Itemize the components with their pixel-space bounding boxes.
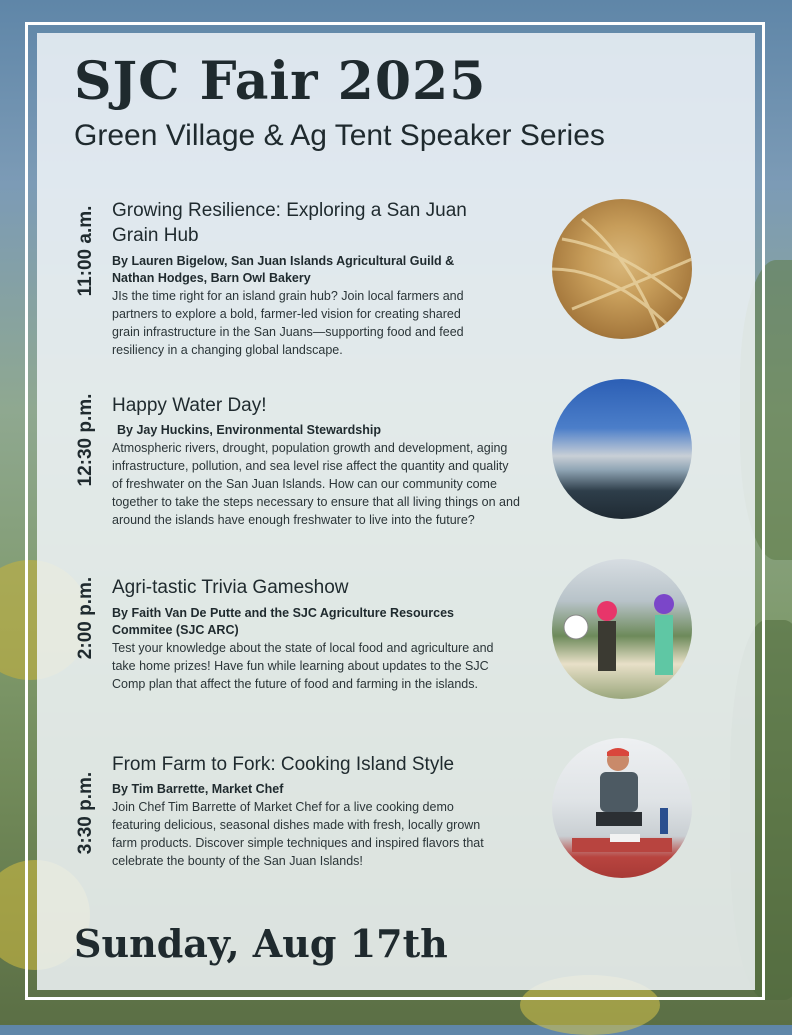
session-title: From Farm to Fork: Cooking Island Style <box>112 754 455 775</box>
session-block <box>112 752 492 870</box>
session-description: Test your knowledge about the state of local food and agriculture and take home prizes! Have fun while learning about updates to the SJC Comp plan that affect the future of food and farming in the islands. <box>112 641 494 691</box>
gameshow-photo <box>552 559 692 699</box>
chef-photo <box>552 738 692 878</box>
session-block <box>112 575 512 693</box>
session-block <box>112 198 492 359</box>
chef-illustration <box>552 738 692 878</box>
session-speaker: By Tim Barrette, Market Chef <box>112 782 284 796</box>
session-block <box>112 393 522 529</box>
session-speaker: By Jay Huckins, Environmental Stewardship <box>117 423 381 437</box>
session-description: Join Chef Tim Barrette of Market Chef for a live cooking demo featuring delicious, seasonal dishes made with fresh, locally grown farm products. Discover simple techniques and inspired flavors that celebrate the bounty of the San Juan Islands! <box>112 800 484 868</box>
shoreline-photo <box>552 379 692 519</box>
event-date: Sunday, Aug 17th <box>74 921 448 966</box>
wheat-photo <box>552 199 692 339</box>
session-speaker: By Faith Van De Putte and the SJC Agriculture Resources Commitee (SJC ARC) <box>112 606 454 637</box>
session-description: JIs the time right for an island grain hub? Join local farmers and partners to explore a bold, farmer-led vision for creating shared grain infrastructure in the San Juans—supporting food and feed resiliency in a changing global landscape. <box>112 289 464 357</box>
poster-subtitle: Green Village & Ag Tent Speaker Series <box>74 119 605 152</box>
gameshow-illustration <box>552 559 692 699</box>
session-title: Growing Resilience: Exploring a San Juan Grain Hub <box>112 200 467 246</box>
session-title: Agri-tastic Trivia Gameshow <box>112 577 349 598</box>
session-time: 2:00 p.m. <box>75 576 96 660</box>
session-speaker: By Lauren Bigelow, San Juan Islands Agricultural Guild & Nathan Hodges, Barn Owl Bakery <box>112 254 455 285</box>
poster-title: SJC Fair 2025 <box>74 51 487 112</box>
wheat-illustration <box>552 199 692 339</box>
session-title: Happy Water Day! <box>112 395 267 416</box>
session-description: Atmospheric rivers, drought, population growth and development, aging infrastructure, pollution, and sea level rise affect the quantity and quality of freshwater on the San Juan Islands. How can our community come together to take the steps necessary to ensure that all living things on and around the islands have enough freshwater to live into the future? <box>112 441 520 527</box>
session-time: 3:30 p.m. <box>75 771 96 855</box>
session-time: 11:00 a.m. <box>75 205 96 297</box>
session-time: 12:30 p.m. <box>75 393 96 487</box>
